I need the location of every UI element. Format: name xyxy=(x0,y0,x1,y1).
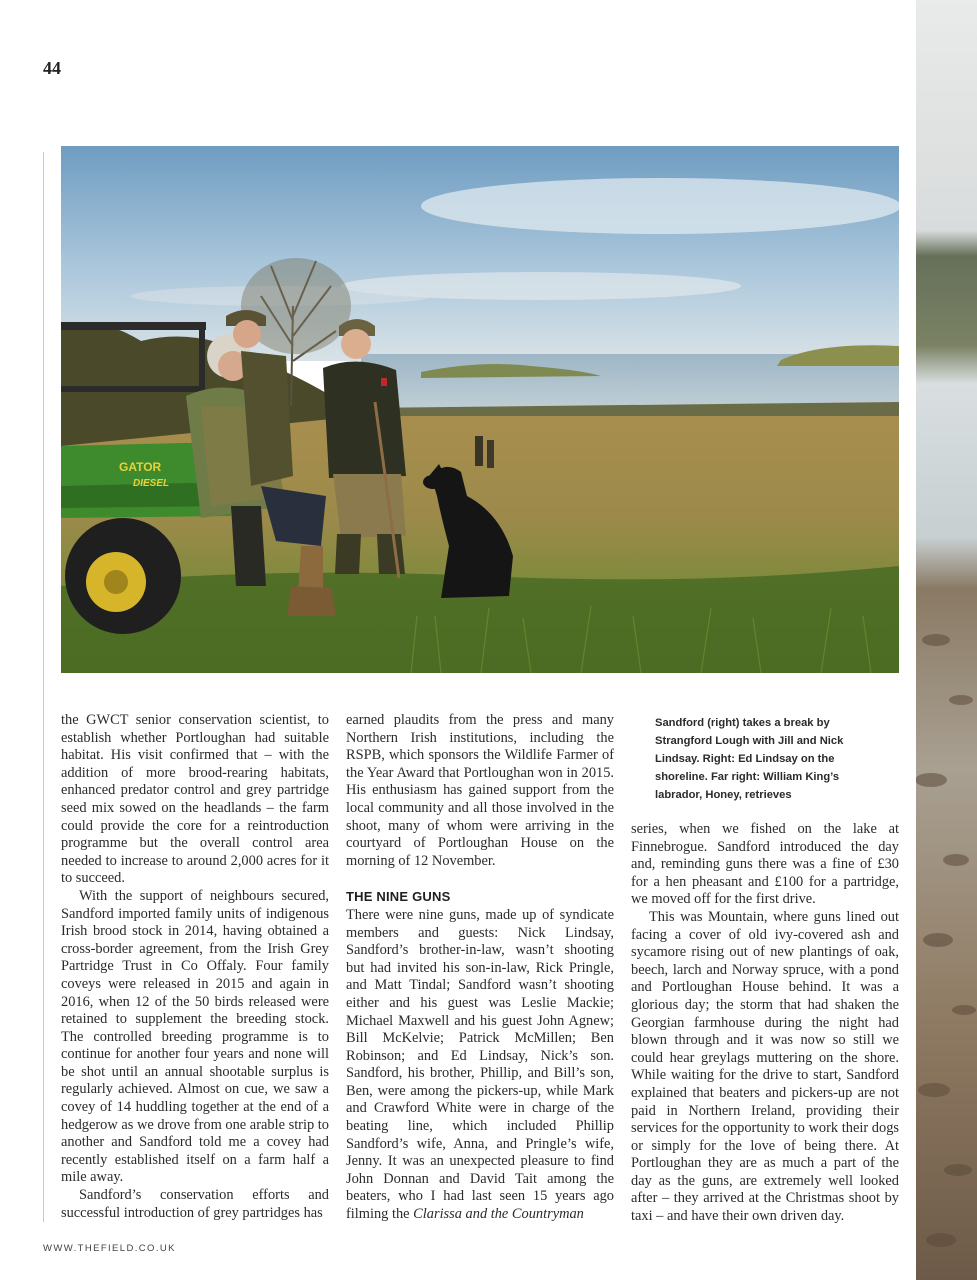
vehicle-badge-diesel: DIESEL xyxy=(133,478,170,489)
adjacent-page-strip xyxy=(916,0,977,1280)
margin-rule xyxy=(43,152,44,1222)
paragraph-text: There were nine guns, made up of syndicate members and guests: Nick Lindsay, Sandford’s brother-in-law, wasn’t shooting but had invited his son-in-law, Rick Pringle, and Matt Tindal; Sandford wasn’t shooting either and his guest was Leslie Mackie; Michael Maxwell and his guest John Agnew; Bill McKelvie; Patrick McMillen; Ben Robinson; and Ed Lindsay, Nick’s son. Sandford, his brother, Phillip, and Bill’s son, Ben, were among the pickers-up, while Mark and Crawford White were in charge of the beating line, which included Phillip Sandford’s wife, Anna, and Pringle’s wife, Jenny. It was an unexpected pleasure to find John Donnan and David Tait among the beaters, who I had last seen 15 years ago filming the xyxy=(346,906,614,1223)
paragraph: Sandford’s conservation efforts and successful introduction of grey partridges has xyxy=(61,1187,329,1221)
footer-url: WWW.THEFIELD.CO.UK xyxy=(43,1243,176,1254)
paragraph xyxy=(346,907,614,1224)
paragraph: the GWCT senior conservation scientist, to establish whether Portloughan had suitable habitat. His visit confirmed that – with the addition of more brood-rearing habitats, enhanced predator control and grey partridge seed mix sowed on the headlands – the farm could provide the core for a reintroduction programme but the overall control area needed to increase to around 2,000 acres for it to succeed. xyxy=(61,712,329,887)
article-column-3 xyxy=(631,821,899,1226)
paragraph: earned plaudits from the press and many Northern Irish institutions, including the RSPB, which sponsors the Wildlife Farmer of the Year Award that Portloughan won in 2015. His enthusiasm has gained support from the local community and all those involved in the shoot, many of whom were arriving in the courtyard of Portloughan House on the morning of 12 November. xyxy=(346,712,614,869)
article-column-1 xyxy=(61,712,329,1222)
paragraph: With the support of neighbours secured, Sandford imported family units of indigenous Irish brood stock in 2014, having obtained a cross-border agreement, from the Irish Grey Partridge Trust in Co Offaly. Four family coveys were released in 2015 and again in 2016, when 12 of the 50 birds released were retained to supplement the breeding stock. The controlled breeding programme is to continue for another four years and none will be shot until an annual shootable surplus is regularly achieved. Almost on cue, we saw a covey of 14 huddling together at the end of a hedgerow as we drove from one arable strip to another and Sandford told me a covey had recently established itself on a farm half a mile away. xyxy=(61,887,329,1186)
photo-lough-shoreline xyxy=(61,146,899,673)
section-subhead: THE NINE GUNS xyxy=(346,889,451,905)
photo-caption: Sandford (right) takes a break by Strangford Lough with Jill and Nick Lindsay. Right: Ed Lindsay on the shoreline. Far right: William King’s labrador, Honey, retrieves xyxy=(655,717,844,801)
programme-title: Clarissa and the Countryman xyxy=(413,1206,584,1223)
vehicle-badge-gator: GATOR xyxy=(119,460,162,474)
article-column-2 xyxy=(346,712,614,1224)
paragraph: series, when we fished on the lake at Finnebrogue. Sandford introduced the day and, reminding guns there was a fine of £30 for a hen pheasant and £100 for a partridge, we moved off for the first drive. xyxy=(631,821,899,908)
page-number: 44 xyxy=(43,58,61,78)
paragraph: This was Mountain, where guns lined out facing a cover of old ivy-covered ash and sycamore rising out of new plantings of oak, beech, larch and Norway spruce, with a pond and Portloughan House behind. It was a glorious day; the storm that had shaken the Georgian farmhouse during the night had blown through and it was now so still we could hear greylags muttering on the shore. While waiting for the drive to start, Sandford explained that beaters and pickers-up are not paid in Northern Ireland, providing their services for the opportunity to work their dogs or simply for the love of being there. At Portloughan they are as much a part of the day as the guns, are extremely well looked after – they arrived at the Christmas shoot by taxi – and have their own driven day. xyxy=(631,908,899,1225)
